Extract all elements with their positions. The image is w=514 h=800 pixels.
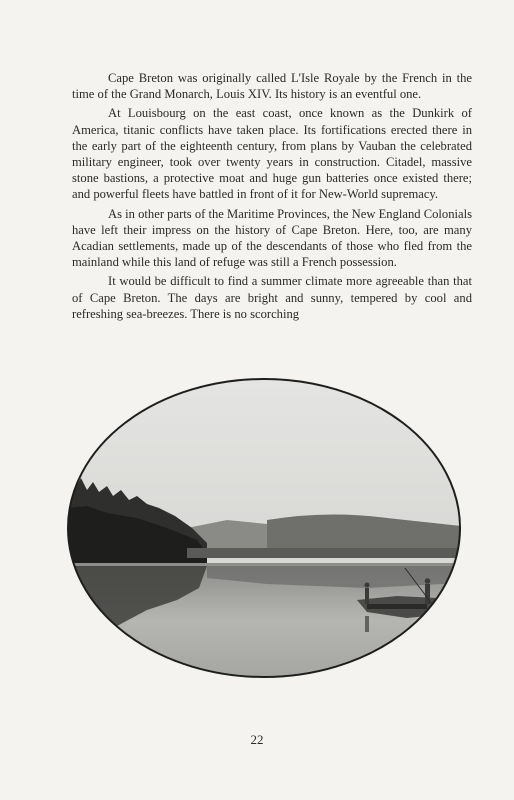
page-number: 22	[250, 732, 264, 747]
body-text	[72, 70, 472, 325]
paragraph-2: At Louisbourg on the east coast, once known as the Dunkirk of America, titanic conflicts have taken place. Its fortifications erected there in the early part of the eighteenth century, from plans by Vauban the celebrated military engineer, took over twenty years in construction. Citadel, massive stone bastions, a protective moat and huge gun batteries once existed there; and powerful fleets have battled in front of it for New-World supremacy.	[72, 106, 472, 202]
paragraph-3: As in other parts of the Maritime Provinces, the New England Colonials have left their impress on the history of Cape Breton. Here, too, are many Acadian settlements, made up of the descendants of those who fled from the mainland while this land of refuge was still a French possession.	[72, 206, 472, 270]
paragraph-4: It would be difficult to find a summer climate more agreeable than that of Cape Breton. The days are bright and sunny, tempered by cool and refreshing sea-breezes. There is no scorching	[72, 274, 472, 321]
lake-photograph	[67, 378, 461, 678]
paragraph-1: Cape Breton was originally called L'Isle Royale by the French in the time of the Grand Monarch, Louis XIV. Its history is an eventful one.	[72, 71, 472, 102]
